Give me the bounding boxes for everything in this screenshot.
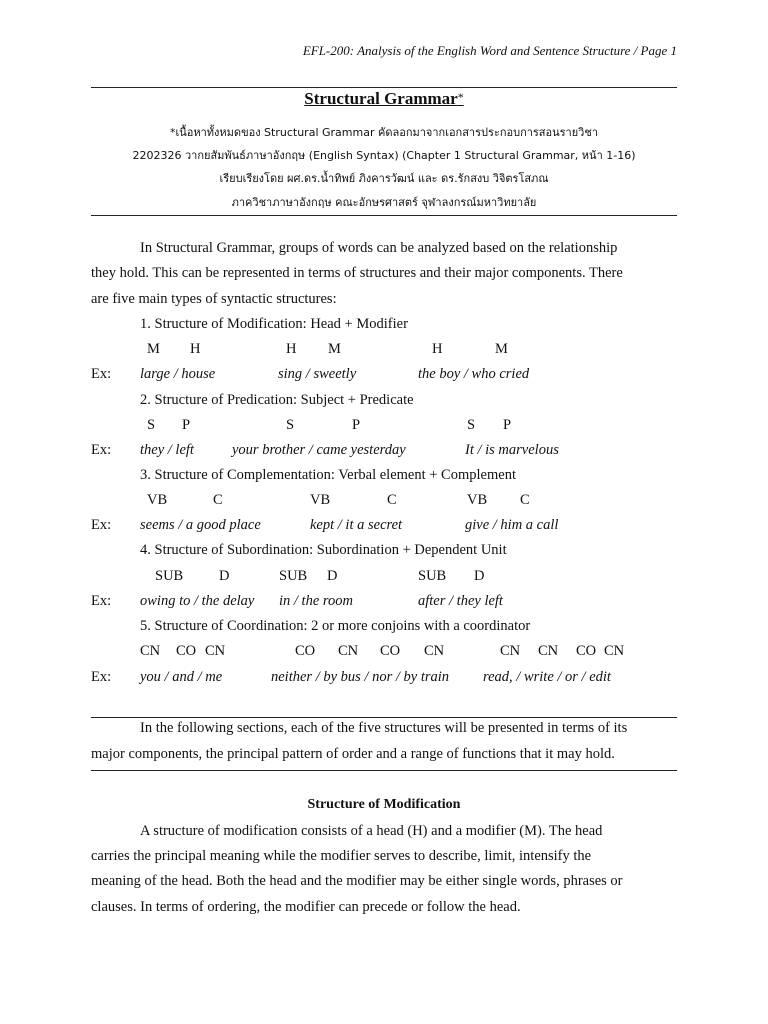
- example-phrase: read, / write / or / edit: [483, 669, 611, 685]
- component-label: CN: [205, 643, 226, 659]
- example-phrase: sing / sweetly: [278, 366, 357, 382]
- page-title: Structural Grammar*: [304, 89, 464, 108]
- example-phrase: you / and / me: [140, 669, 223, 685]
- body-line: meaning of the head. Both the head and the modifier may be either single words, phrases or: [91, 873, 623, 889]
- note-rule: [91, 215, 677, 216]
- component-label: P: [503, 417, 512, 433]
- component-label: CN: [140, 643, 161, 659]
- component-label: D: [219, 568, 230, 584]
- source-note-line: *เนื้อหาทั้งหมดของ Structural Grammar คัดลอกมาจากเอกสารประกอบการสอนรายวิชา: [169, 126, 599, 139]
- component-label: CN: [338, 643, 359, 659]
- source-note-line: ภาควิชาภาษาอังกฤษ คณะอักษรศาสตร์ จุฬาลงกรณ์มหาวิทยาลัย: [231, 196, 537, 209]
- component-label: CN: [604, 643, 625, 659]
- example-label: Ex:: [91, 517, 112, 533]
- component-label: D: [474, 568, 485, 584]
- body-line: A structure of modification consists of a head (H) and a modifier (M). The head: [140, 823, 603, 839]
- component-label: SUB: [418, 568, 447, 584]
- sections-intro-line: In the following sections, each of the five structures will be presented in terms of its: [140, 720, 628, 736]
- component-label: C: [213, 492, 223, 508]
- structure-heading: 2. Structure of Predication: Subject + Predicate: [140, 392, 414, 408]
- source-note-line: 2202326 วากยสัมพันธ์ภาษาอังกฤษ (English Syntax) (Chapter 1 Structural Grammar, หน้า 1-16): [132, 149, 636, 162]
- component-label: C: [520, 492, 530, 508]
- structure-heading: 5. Structure of Coordination: 2 or more conjoins with a coordinator: [140, 618, 531, 634]
- title-footnote-mark: *: [457, 90, 464, 104]
- example-label: Ex:: [91, 366, 112, 382]
- intro-line: are five main types of syntactic structures:: [91, 291, 337, 307]
- example-phrase: large / house: [140, 366, 216, 382]
- component-label: S: [467, 417, 476, 433]
- component-label: P: [182, 417, 191, 433]
- sections-rule-top: [91, 717, 677, 718]
- section-heading: Structure of Modification: [307, 797, 461, 812]
- component-label: VB: [467, 492, 488, 508]
- component-label: D: [327, 568, 338, 584]
- component-label: H: [190, 341, 201, 357]
- component-label: CO: [295, 643, 316, 659]
- component-label: CO: [576, 643, 597, 659]
- component-label: CO: [380, 643, 401, 659]
- example-phrase: your brother / came yesterday: [232, 442, 406, 458]
- top-rule: [91, 87, 677, 88]
- source-note-line: เรียบเรียงโดย ผศ.ดร.น้ำทิพย์ ภิงคารวัฒน์ และ ดร.รักสงบ วิจิตรโสภณ: [219, 172, 549, 185]
- component-label: CN: [424, 643, 445, 659]
- running-header: EFL-200: Analysis of the English Word and Sentence Structure / Page 1: [302, 43, 677, 58]
- component-label: M: [495, 341, 508, 357]
- component-label: P: [352, 417, 361, 433]
- structure-heading: 1. Structure of Modification: Head + Modifier: [140, 316, 408, 332]
- intro-line: In Structural Grammar, groups of words can be analyzed based on the relationship: [140, 240, 618, 256]
- component-label: CO: [176, 643, 197, 659]
- component-label: CN: [538, 643, 559, 659]
- intro-line: they hold. This can be represented in terms of structures and their major components. There: [91, 265, 623, 281]
- example-phrase: after / they left: [418, 593, 503, 609]
- example-label: Ex:: [91, 669, 112, 685]
- example-phrase: neither / by bus / nor / by train: [271, 669, 450, 685]
- component-label: CN: [500, 643, 521, 659]
- component-label: SUB: [279, 568, 308, 584]
- component-label: C: [387, 492, 397, 508]
- component-label: SUB: [155, 568, 184, 584]
- example-phrase: It / is marvelous: [465, 442, 559, 458]
- example-phrase: they / left: [140, 442, 194, 458]
- sections-intro-line: major components, the principal pattern of order and a range of functions that it may hold.: [91, 746, 615, 762]
- example-label: Ex:: [91, 442, 112, 458]
- body-line: clauses. In terms of ordering, the modifier can precede or follow the head.: [91, 899, 521, 915]
- example-phrase: kept / it a secret: [310, 517, 403, 533]
- example-phrase: owing to / the delay: [140, 593, 255, 609]
- component-label: H: [432, 341, 443, 357]
- component-label: S: [286, 417, 295, 433]
- structure-heading: 3. Structure of Complementation: Verbal element + Complement: [140, 467, 516, 483]
- component-label: H: [286, 341, 297, 357]
- component-label: M: [328, 341, 341, 357]
- example-phrase: give / him a call: [465, 517, 559, 533]
- example-label: Ex:: [91, 593, 112, 609]
- component-label: VB: [310, 492, 331, 508]
- component-label: VB: [147, 492, 168, 508]
- component-label: S: [147, 417, 156, 433]
- example-phrase: the boy / who cried: [418, 366, 530, 382]
- example-phrase: in / the room: [279, 593, 353, 609]
- sections-rule-bottom: [91, 770, 677, 771]
- structure-heading: 4. Structure of Subordination: Subordination + Dependent Unit: [140, 542, 507, 558]
- component-label: M: [147, 341, 160, 357]
- body-line: carries the principal meaning while the modifier serves to describe, limit, intensify the: [91, 848, 592, 864]
- example-phrase: seems / a good place: [140, 517, 261, 533]
